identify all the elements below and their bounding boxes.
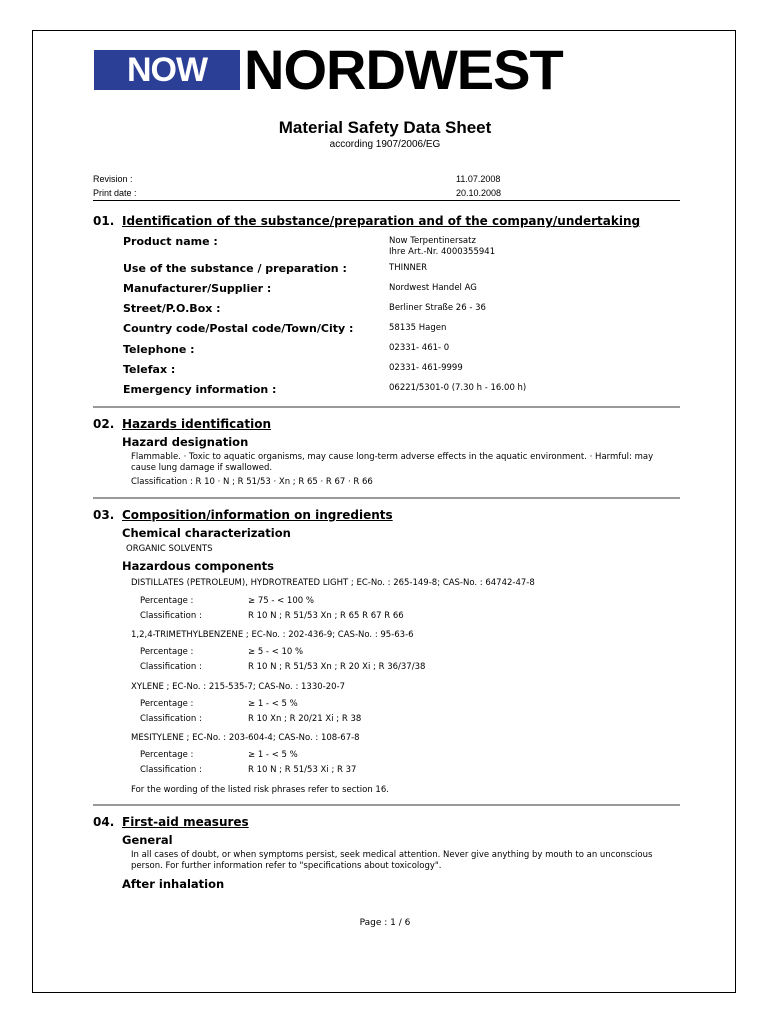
general-text-line-2: person. For further information refer to "specifications about toxicology". [131, 861, 442, 871]
section-01-divider [93, 406, 680, 408]
section-01-title: Identification of the substance/preparation and of the company/undertaking [122, 214, 641, 228]
street-value: Berliner Straße 26 - 36 [389, 303, 486, 313]
logo-brand-text: NORDWEST [244, 38, 563, 101]
street-label: Street/P.O.Box : [123, 302, 221, 315]
section-01-number: 01. [93, 214, 115, 228]
percentage-value: ≥ 5 - < 10 % [248, 647, 304, 657]
percentage-value: ≥ 75 - < 100 % [248, 596, 314, 606]
classification-label: Classification : [140, 765, 202, 775]
percentage-value: ≥ 1 - < 5 % [248, 750, 298, 760]
chemical-characterization-text: ORGANIC SOLVENTS [126, 544, 213, 554]
section-02-number: 02. [93, 417, 115, 431]
percentage-label: Percentage : [140, 647, 194, 657]
general-heading: General [122, 833, 173, 847]
section-03-divider [93, 804, 680, 806]
section-04-number: 04. [93, 815, 115, 829]
revision-label: Revision : [93, 174, 133, 184]
chemical-characterization-heading: Chemical characterization [122, 526, 291, 540]
print-date-value: 20.10.2008 [456, 188, 502, 198]
percentage-label: Percentage : [140, 750, 194, 760]
section-02-title: Hazards identification [122, 417, 272, 431]
after-inhalation-heading: After inhalation [122, 877, 225, 891]
product-name-value: Now Terpentinersatz [389, 236, 476, 246]
print-date-label: Print date : [93, 188, 137, 198]
logo-now-text: NOW [126, 50, 208, 89]
risk-phrases-note: For the wording of the listed risk phrases refer to section 16. [131, 785, 389, 795]
page-number: Page : 1 / 6 [359, 918, 411, 928]
component-name: DISTILLATES (PETROLEUM), HYDROTREATED LIGHT ; EC-No. : 265-149-8; CAS-No. : 64742-47-8 [131, 578, 535, 588]
percentage-label: Percentage : [140, 699, 194, 709]
percentage-label: Percentage : [140, 596, 194, 606]
hazard-designation-heading: Hazard designation [122, 435, 249, 449]
classification-label: Classification : [140, 714, 202, 724]
component-name: MESITYLENE ; EC-No. : 203-604-4; CAS-No. : 108-67-8 [131, 733, 360, 743]
hazardous-components-heading: Hazardous components [122, 559, 275, 573]
city-value: 58135 Hagen [389, 323, 447, 333]
classification-value: R 10 Xn ; R 20/21 Xi ; R 38 [248, 714, 362, 724]
document-title: Material Safety Data Sheet [278, 118, 492, 137]
revision-value: 11.07.2008 [456, 174, 501, 184]
hazard-text-line-2: cause lung damage if swallowed. [131, 463, 273, 473]
section-04-title: First-aid measures [122, 815, 249, 829]
article-number-value: Ihre Art.-Nr. 4000355941 [389, 247, 496, 257]
emergency-value: 06221/5301-0 (7.30 h - 16.00 h) [389, 383, 527, 393]
use-label: Use of the substance / preparation : [123, 262, 347, 275]
general-text-line-1: In all cases of doubt, or when symptoms persist, seek medical attention. Never give anything by mouth to an unconscious [131, 850, 653, 860]
telephone-label: Telephone : [123, 343, 195, 356]
section-02-divider [93, 497, 680, 499]
classification-label: Classification : [140, 611, 202, 621]
hazard-classification: Classification : R 10 · N ; R 51/53 · Xn ; R 65 · R 67 · R 66 [131, 477, 373, 487]
city-label: Country code/Postal code/Town/City : [123, 322, 354, 335]
use-value: THINNER [389, 263, 428, 273]
telefax-label: Telefax : [123, 363, 176, 376]
product-name-label: Product name : [123, 235, 218, 248]
percentage-value: ≥ 1 - < 5 % [248, 699, 298, 709]
component-name: XYLENE ; EC-No. : 215-535-7; CAS-No. : 1330-20-7 [131, 682, 346, 692]
classification-value: R 10 N ; R 51/53 Xn ; R 65 R 67 R 66 [248, 611, 404, 621]
telephone-value: 02331- 461- 0 [389, 343, 450, 353]
nordwest-logo [94, 38, 563, 101]
component-name: 1,2,4-TRIMETHYLBENZENE ; EC-No. : 202-436-9; CAS-No. : 95-63-6 [131, 630, 414, 640]
document-subtitle: according 1907/2006/EG [329, 139, 441, 150]
section-03-title: Composition/information on ingredients [122, 508, 393, 522]
classification-label: Classification : [140, 662, 202, 672]
header-divider [93, 200, 680, 201]
section-03-number: 03. [93, 508, 115, 522]
classification-value: R 10 N ; R 51/53 Xn ; R 20 Xi ; R 36/37/38 [248, 662, 426, 672]
now-logo-box [94, 50, 240, 90]
telefax-value: 02331- 461-9999 [389, 363, 463, 373]
manufacturer-value: Nordwest Handel AG [389, 283, 477, 293]
classification-value: R 10 N ; R 51/53 Xi ; R 37 [248, 765, 357, 775]
emergency-label: Emergency information : [123, 383, 277, 396]
hazard-text-line-1: Flammable. · Toxic to aquatic organisms, may cause long-term adverse effects in the aquatic environment. · Harmful: may [131, 452, 654, 462]
manufacturer-label: Manufacturer/Supplier : [123, 282, 272, 295]
